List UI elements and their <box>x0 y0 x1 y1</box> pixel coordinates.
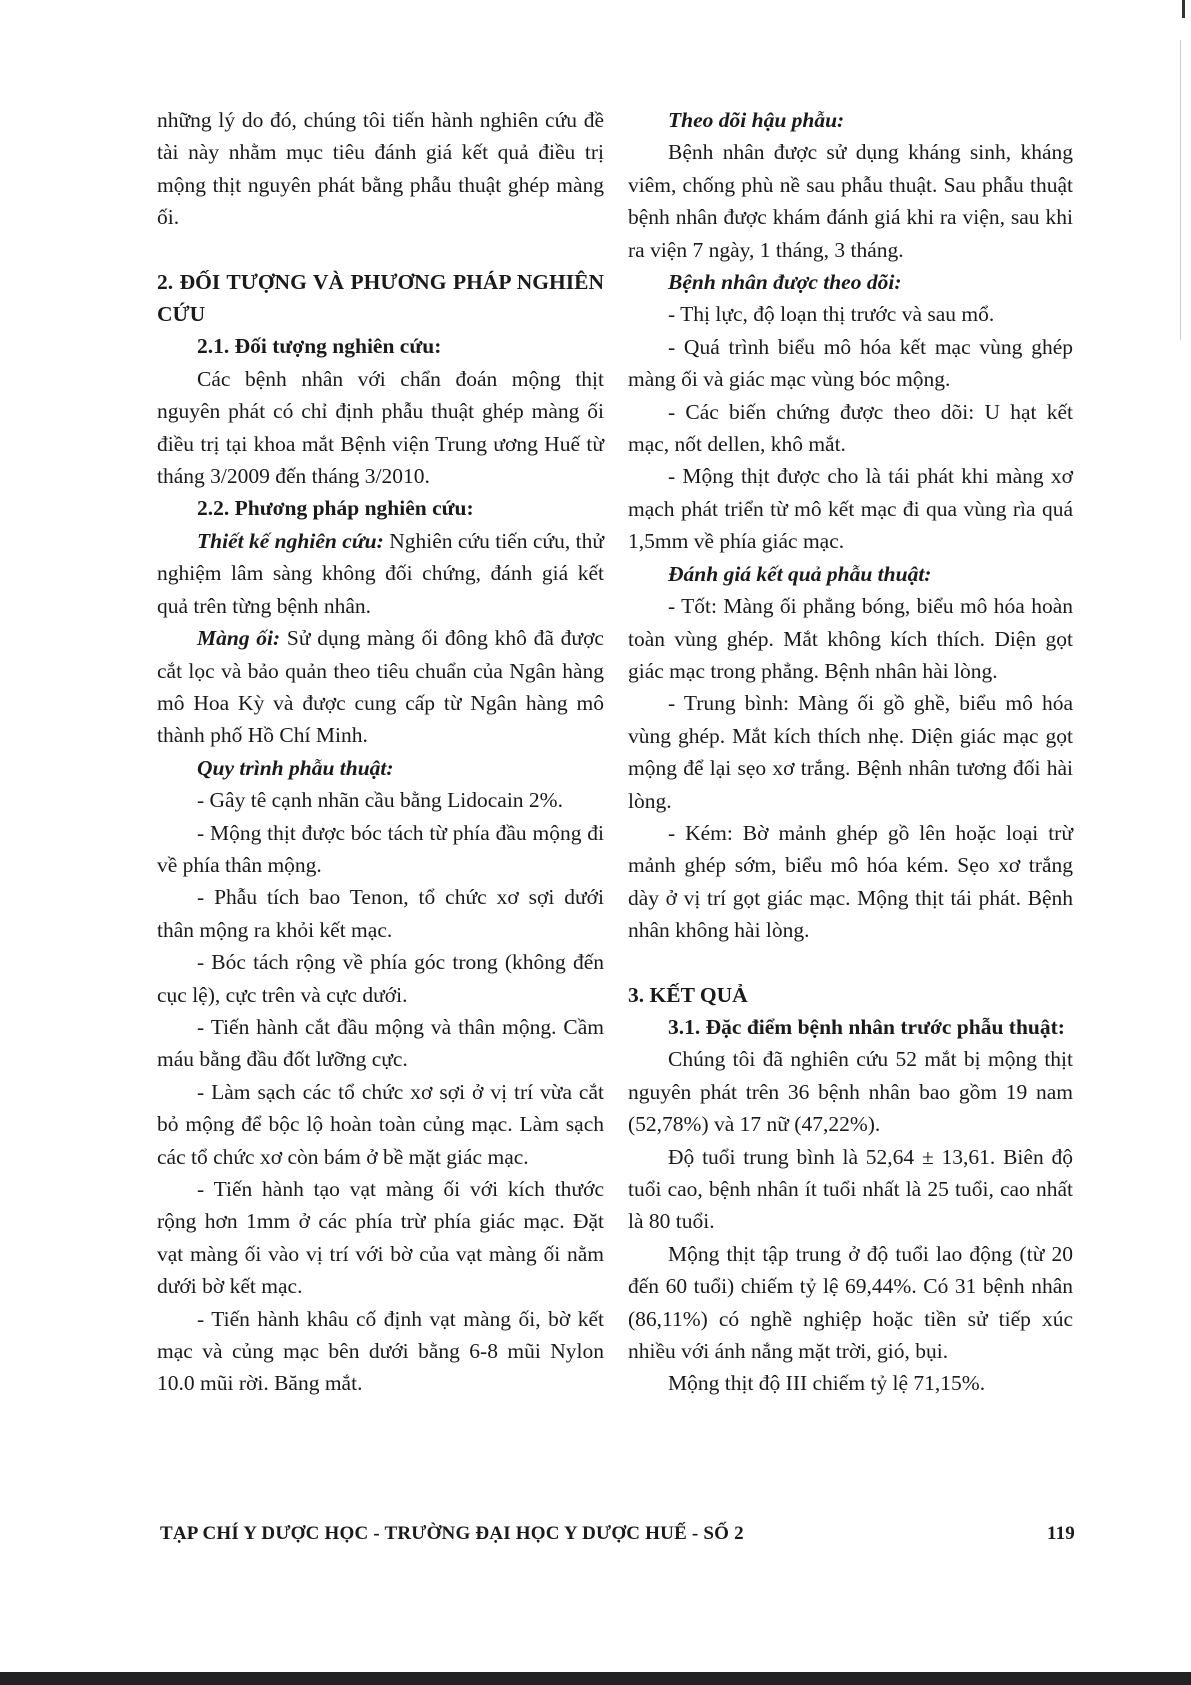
monitored-item: - Thị lực, độ loạn thị trước và sau mổ. <box>668 302 995 327</box>
monitored-item: - Quá trình biểu mô hóa kết mạc vùng ghép màng ối và giác mạc vùng bóc mộng. <box>628 334 1073 392</box>
design-label: Thiết kế nghiên cứu: <box>197 528 384 553</box>
design-paragraph <box>157 525 604 622</box>
evaluation-title: Đánh giá kết quả phẫu thuật: <box>668 561 932 586</box>
design-text: Nghiên cứu tiến cứu, thử nghiệm lâm sàng không đối chứng, đánh giá kết quả trên từng bệnh nhân. <box>157 528 604 618</box>
results-paragraph: Mộng thịt tập trung ở độ tuổi lao động (từ 20 đến 60 tuổi) chiếm tỷ lệ 69,44%. Có 31 bệnh nhân (86,11%) có nghề nghiệp hoặc tiền sử tiếp xúc nhiều với ánh nắng mặt trời, gió, bụi. <box>628 1241 1073 1364</box>
results-paragraph: Chúng tôi đã nghiên cứu 52 mắt bị mộng thịt nguyên phát trên 36 bệnh nhân bao gồm 19 nam (52,78%) và 17 nữ (47,22%). <box>628 1047 1073 1137</box>
evaluation-item: - Trung bình: Màng ối gồ ghề, biểu mô hóa vùng ghép. Mắt kích thích nhẹ. Diện giác mạc gọt mộng để lại sẹo xơ trắng. Bệnh nhân tương đối hài lòng. <box>628 691 1073 813</box>
membrane-text: Sử dụng màng ối đông khô đã được cắt lọc và bảo quản theo tiêu chuẩn của Ngân hàng mô Hoa Kỳ và được cung cấp từ Ngân hàng mô thành phố Hồ Chí Minh. <box>157 626 604 748</box>
evaluation-item: - Tốt: Màng ối phẳng bóng, biểu mô hóa hoàn toàn vùng ghép. Mắt không kích thích. Diện gọt giác mạc trong phẳng. Bệnh nhân hài lòng. <box>628 594 1073 683</box>
results-paragraph: Độ tuổi trung bình là 52,64 ± 13,61. Biên độ tuổi cao, bệnh nhân ít tuổi nhất là 25 tuổi, cao nhất là 80 tuổi. <box>628 1144 1073 1234</box>
left-column <box>157 104 604 1400</box>
edge-rule <box>1180 40 1181 340</box>
procedure-step: - Mộng thịt được bóc tách từ phía đầu mộng đi về phía thân mộng. <box>157 820 604 877</box>
section-2-title: 2. ĐỐI TƯỢNG VÀ PHƯƠNG PHÁP NGHIÊN CỨU <box>157 269 604 327</box>
results-paragraph: Mộng thịt độ III chiếm tỷ lệ 71,15%. <box>668 1371 986 1396</box>
procedure-step: - Gây tê cạnh nhãn cầu bằng Lidocain 2%. <box>197 788 563 813</box>
subsection-3-1-title: 3.1. Đặc điểm bệnh nhân trước phẫu thuật: <box>668 1014 1065 1039</box>
procedure-step: - Tiến hành khâu cố định vạt màng ối, bờ kết mạc và củng mạc bên dưới bằng 6-8 mũi Nylon 10.0 mũi rời. Băng mắt. <box>157 1306 604 1396</box>
journal-name: TẠP CHÍ Y DƯỢC HỌC - TRƯỜNG ĐẠI HỌC Y DƯỢC HUẾ - SỐ 2 <box>160 1523 744 1544</box>
monitored-item: - Các biến chứng được theo dõi: U hạt kết mạc, nốt dellen, khô mắt. <box>628 399 1073 457</box>
procedure-title: Quy trình phẫu thuật: <box>197 755 394 780</box>
membrane-label: Màng ối: <box>197 626 281 651</box>
procedure-step: - Tiến hành cắt đầu mộng và thân mộng. Cầm máu bằng đầu đốt lưỡng cực. <box>157 1014 604 1072</box>
subsection-2-1-text: Các bệnh nhân với chẩn đoán mộng thịt nguyên phát có chỉ định phẫu thuật ghép màng ối điều trị tại khoa mắt Bệnh viện Trung ương Huế từ tháng 3/2009 đến tháng 3/2010. <box>157 366 604 489</box>
followup-title: Theo dõi hậu phẫu: <box>668 108 845 132</box>
page-number: 119 <box>1046 1523 1075 1544</box>
procedure-step: - Phẫu tích bao Tenon, tổ chức xơ sợi dưới thân mộng ra khỏi kết mạc. <box>157 885 604 942</box>
bottom-border <box>0 1672 1191 1685</box>
followup-text: Bệnh nhân được sử dụng kháng sinh, kháng viêm, chống phù nề sau phẫu thuật. Sau phẫu thuật bệnh nhân được khám đánh giá khi ra viện, sau khi ra viện 7 ngày, 1 tháng, 3 tháng. <box>628 140 1073 262</box>
membrane-paragraph <box>157 622 604 752</box>
procedure-step: - Tiến hành tạo vạt màng ối với kích thước rộng hơn 1mm ở các phía trừ phía giác mạc. Đặt vạt màng ối vào vị trí với bờ của vạt màng ối nằm dưới bờ kết mạc. <box>157 1177 604 1299</box>
subsection-2-1-title: 2.1. Đối tượng nghiên cứu: <box>197 334 442 359</box>
evaluation-item: - Kém: Bờ mảnh ghép gồ lên hoặc loại trừ mảnh ghép sớm, biểu mô hóa kém. Sẹo xơ trắng dày ở vị trí gọt giác mạc. Mộng thịt tái phát. Bệnh nhân không hài lòng. <box>628 820 1073 943</box>
subsection-2-2-title: 2.2. Phương pháp nghiên cứu: <box>197 496 474 521</box>
right-column <box>628 104 1073 1400</box>
page-footer <box>160 1523 1075 1545</box>
monitored-item: - Mộng thịt được cho là tái phát khi màng xơ mạch phát triển từ mô kết mạc đi qua vùng rìa quá 1,5mm về phía giác mạc. <box>628 464 1073 554</box>
procedure-step: - Làm sạch các tổ chức xơ sợi ở vị trí vừa cắt bỏ mộng để bộc lộ hoàn toàn củng mạc. Làm sạch các tổ chức xơ còn bám ở bề mặt giác mạc. <box>157 1079 604 1169</box>
monitored-title: Bệnh nhân được theo dõi: <box>668 270 902 295</box>
procedure-step: - Bóc tách rộng về phía góc trong (không đến cục lệ), cực trên và cực dưới. <box>157 950 604 1007</box>
section-3-title: 3. KẾT QUẢ <box>628 982 748 1007</box>
edge-mark <box>1182 0 1185 18</box>
intro-paragraph: những lý do đó, chúng tôi tiến hành nghiên cứu đề tài này nhằm mục tiêu đánh giá kết quả điều trị mộng thịt nguyên phát bằng phẫu thuật ghép màng ối. <box>157 108 604 230</box>
